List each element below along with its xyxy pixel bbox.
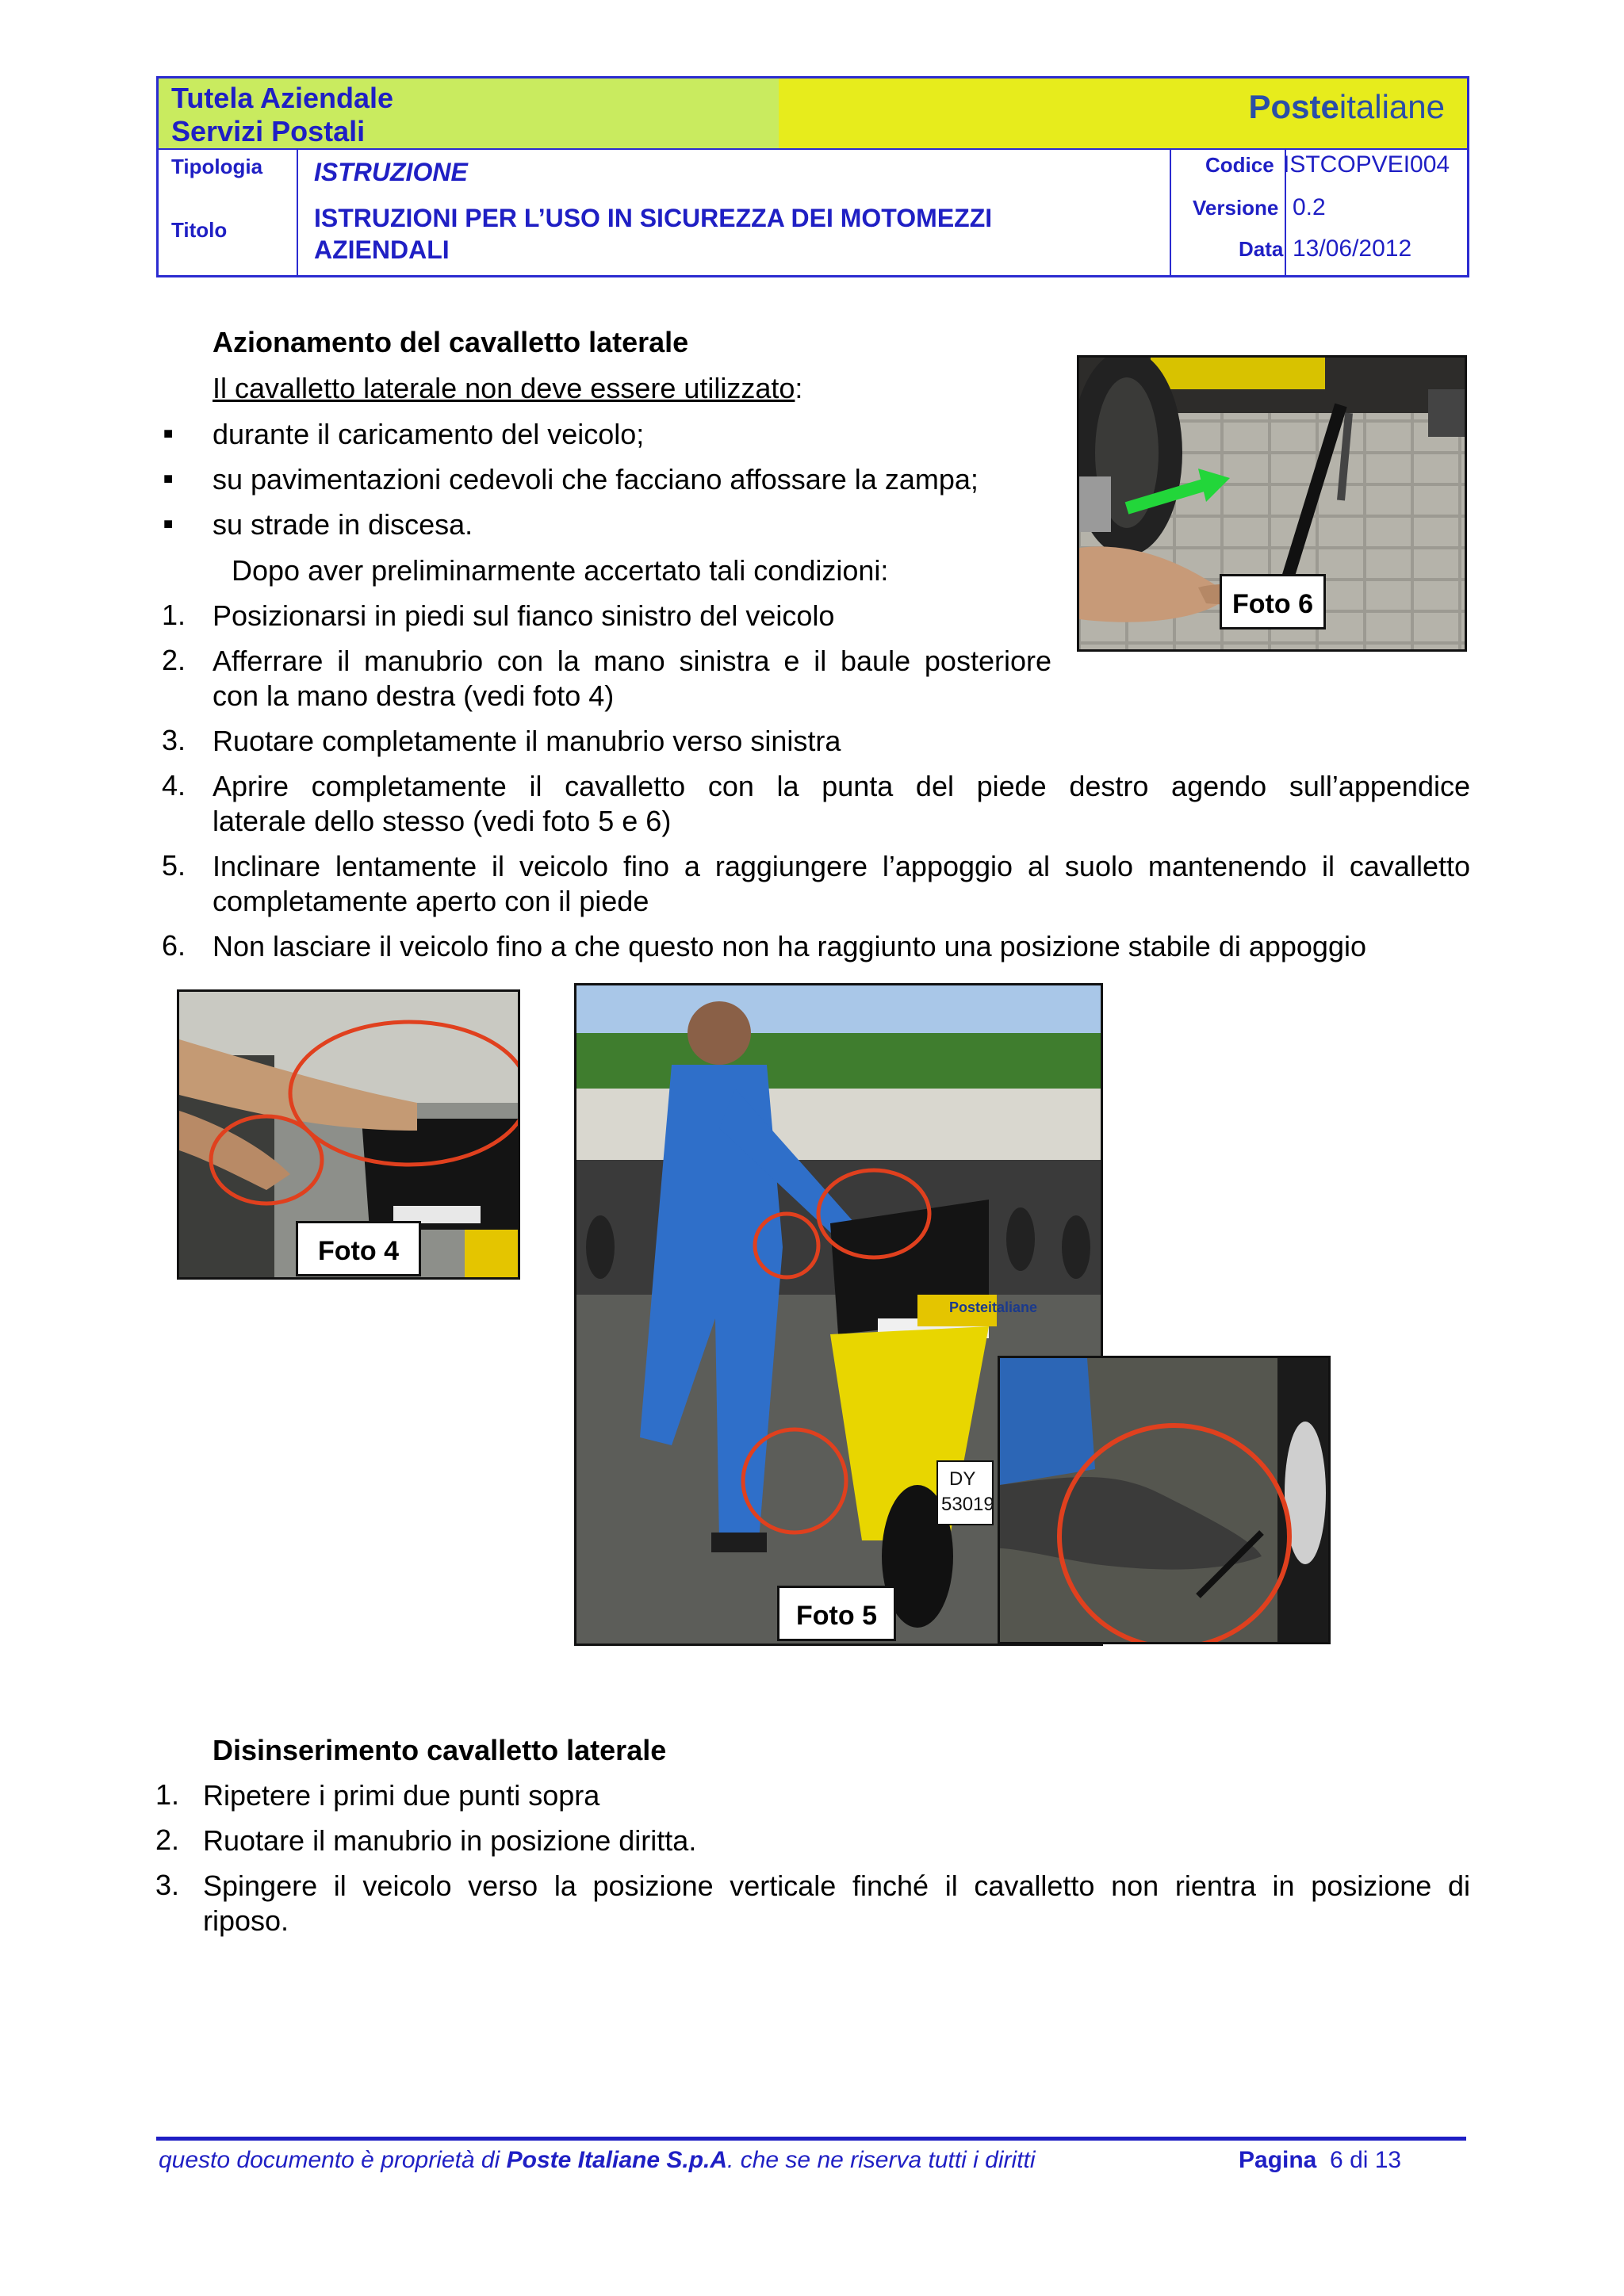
step-text: Ripetere i primi due punti sopra	[203, 1779, 600, 1812]
step-text: Afferrare il manubrio con la mano sinistra e il baule posteriore	[213, 645, 1051, 677]
tipologia-label: Tipologia	[171, 155, 263, 178]
page-value: 6 di 13	[1330, 2147, 1402, 2173]
step-text: Posizionarsi in piedi sul fianco sinistro del veicolo	[213, 599, 835, 632]
step-text: Aprire completamente il cavalletto con la punta del piede destro agendo sull’appendice	[213, 770, 1470, 802]
conditions-note: Dopo aver preliminarmente accertato tali condizioni:	[232, 554, 889, 587]
inset-illustration	[1000, 1358, 1328, 1642]
section1-intro-text: Il cavalletto laterale non deve essere utilizzato	[213, 372, 795, 404]
photo6-caption: Foto 6	[1220, 574, 1326, 629]
step-text-continued: riposo.	[203, 1904, 289, 1937]
logo-text-bold: Poste	[1248, 88, 1339, 125]
logo-text-light: italiane	[1339, 88, 1445, 125]
poste-italiane-logo	[1249, 88, 1445, 126]
step-number: 3.	[162, 724, 186, 756]
step-text: Ruotare completamente il manubrio verso sinistra	[213, 725, 841, 757]
step-number: 3.	[155, 1869, 180, 1901]
codice-value: ISTCOPVEI004	[1283, 151, 1450, 178]
header-divider	[159, 148, 1467, 150]
step-text: Non lasciare il veicolo fino a che questo non ha raggiunto una posizione stabile di appoggio	[213, 930, 1366, 962]
bullet-item: su pavimentazioni cedevoli che facciano affossare la zampa;	[213, 463, 979, 496]
header-divider	[297, 150, 298, 277]
photo5-caption: Foto 5	[777, 1586, 896, 1641]
page-label: Pagina	[1239, 2147, 1317, 2173]
bullet-item: durante il caricamento del veicolo;	[213, 418, 645, 450]
step-text-continued: con la mano destra (vedi foto 4)	[213, 679, 615, 712]
plate-line1: DY	[949, 1468, 976, 1490]
section1-heading: Azionamento del cavalletto laterale	[213, 326, 689, 358]
step-text-continued: laterale dello stesso (vedi foto 5 e 6)	[213, 805, 672, 837]
section2-heading: Disinserimento cavalletto laterale	[213, 1734, 667, 1766]
page-number	[1239, 2147, 1401, 2174]
step-text: Ruotare il manubrio in posizione diritta.	[203, 1824, 697, 1857]
section1-intro	[213, 371, 802, 406]
section1-intro-colon: :	[795, 372, 803, 404]
header-divider	[1170, 150, 1171, 277]
codice-label: Codice	[1205, 153, 1274, 177]
step-text-continued: completamente aperto con il piede	[213, 885, 649, 917]
step-number: 5.	[162, 849, 186, 882]
bullet-marker: ■	[163, 425, 174, 442]
bullet-item: su strade in discesa.	[213, 508, 473, 541]
step-number: 2.	[155, 1823, 180, 1856]
step-number: 4.	[162, 769, 186, 802]
data-value: 13/06/2012	[1293, 235, 1412, 262]
footer-text-post: . che se ne riserva tutti i diritti	[727, 2147, 1036, 2173]
step-number: 1.	[162, 599, 186, 631]
titolo-value-line2: AZIENDALI	[314, 235, 450, 264]
department-line1: Tutela Aziendale	[171, 82, 394, 114]
box-brand: Posteitaliane	[949, 1299, 1038, 1315]
department-line2: Servizi Postali	[171, 115, 366, 147]
footer-rule	[156, 2137, 1466, 2141]
step-number: 6.	[162, 929, 186, 962]
versione-value: 0.2	[1293, 194, 1326, 220]
bullet-marker: ■	[163, 470, 174, 488]
step-number: 1.	[155, 1778, 180, 1811]
titolo-value-line1: ISTRUZIONI PER L’USO IN SICUREZZA DEI MOTOMEZZI	[314, 204, 993, 232]
step-text: Inclinare lentamente il veicolo fino a raggiungere l’appoggio al suolo mantenendo il cavalletto	[213, 850, 1470, 882]
photo4-caption: Foto 4	[296, 1221, 421, 1276]
step-text: Spingere il veicolo verso la posizione verticale finché il cavalletto non rientra in posizione di	[203, 1869, 1470, 1902]
footer-ownership-note	[159, 2147, 1036, 2174]
data-label: Data	[1239, 237, 1284, 261]
footer-company-name: Poste Italiane S.p.A	[506, 2147, 728, 2173]
footer-text-pre: questo documento è proprietà di	[159, 2147, 507, 2173]
document-header	[156, 76, 1469, 277]
versione-label: Versione	[1193, 196, 1279, 220]
bullet-marker: ■	[163, 515, 174, 533]
tipologia-value: ISTRUZIONE	[314, 158, 468, 186]
titolo-label: Titolo	[171, 218, 228, 242]
plate-line2: 53019	[941, 1494, 994, 1515]
photo-inset-foot-kickstand	[998, 1356, 1331, 1644]
step-number: 2.	[162, 644, 186, 676]
